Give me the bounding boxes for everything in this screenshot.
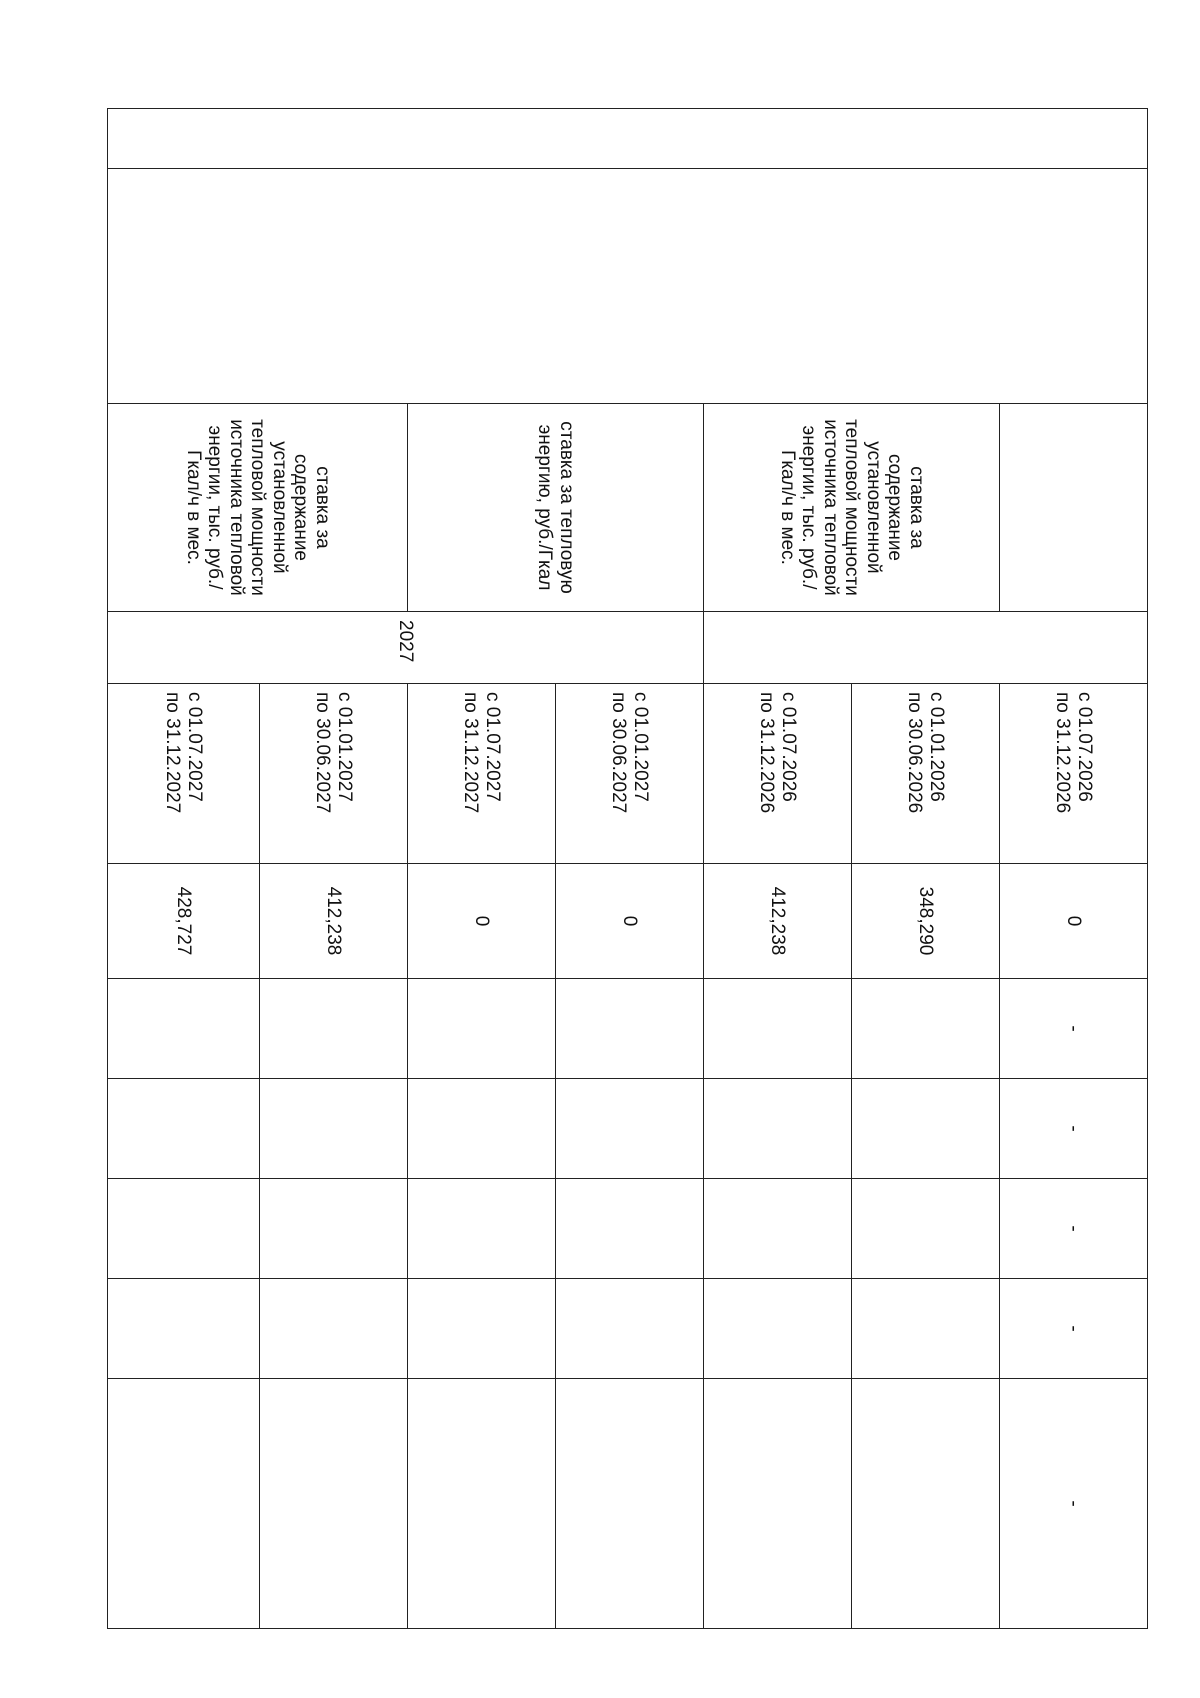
period-from: с 01.07.2026 [777, 692, 799, 802]
extra-cell [852, 1179, 1000, 1279]
extra-cell [852, 1279, 1000, 1379]
extra-cell [852, 1079, 1000, 1179]
period-cell [852, 684, 1000, 864]
extra-cell [108, 1279, 260, 1379]
rate-value-cell: 412,238 [260, 864, 408, 979]
rate-value-cell: 0 [1000, 864, 1148, 979]
tariff-table [107, 108, 1148, 1629]
rate-value-cell: 0 [408, 864, 556, 979]
extra-cell [704, 979, 852, 1079]
year-group-cell-2027: 2027 [108, 612, 704, 684]
extra-cell: - [1000, 1079, 1148, 1179]
period-from: с 01.01.2027 [629, 692, 651, 802]
extra-cell [556, 1179, 704, 1279]
rate-header-cell: ставка за содержание установленной тепловой мощности источника тепловой энергии, тыс. руб./Гкал/ч в мес. [704, 404, 1000, 612]
period-cell [408, 684, 556, 864]
period-cell [108, 684, 260, 864]
period-cell [556, 684, 704, 864]
extra-cell: - [1000, 1179, 1148, 1279]
rate-header-cell [1000, 404, 1148, 612]
extra-cell [260, 979, 408, 1079]
period-cell [260, 684, 408, 864]
period-to: по 30.06.2026 [904, 692, 926, 814]
period-to: по 31.12.2026 [1052, 692, 1074, 814]
extra-cell [260, 1379, 408, 1629]
title-cell [108, 109, 1148, 169]
extra-cell: - [1000, 1379, 1148, 1629]
extra-cell [108, 1179, 260, 1279]
extra-cell: - [1000, 1279, 1148, 1379]
period-to: по 31.12.2027 [162, 692, 184, 814]
period-from: с 01.07.2027 [183, 692, 205, 802]
extra-cell [108, 979, 260, 1079]
rate-value-cell: 412,238 [704, 864, 852, 979]
extra-cell [704, 1179, 852, 1279]
extra-cell [108, 1379, 260, 1629]
period-from: с 01.01.2027 [333, 692, 355, 802]
extra-cell [408, 1379, 556, 1629]
extra-cell [852, 1379, 1000, 1629]
extra-cell [556, 1379, 704, 1629]
rotated-tariff-sheet [108, 108, 1148, 1628]
extra-cell [260, 1079, 408, 1179]
extra-cell [556, 1079, 704, 1179]
extra-cell [556, 1279, 704, 1379]
rate-header-cell: ставка за тепловую энергию, руб./Гкал [408, 404, 704, 612]
rate-value-cell: 0 [556, 864, 704, 979]
extra-cell [704, 1079, 852, 1179]
extra-cell [556, 979, 704, 1079]
extra-cell [108, 1079, 260, 1179]
year-group-cell-2026 [704, 612, 1148, 684]
extra-cell [408, 979, 556, 1079]
extra-cell [704, 1279, 852, 1379]
extra-cell [408, 1279, 556, 1379]
extra-cell [260, 1279, 408, 1379]
period-cell [704, 684, 852, 864]
extra-cell [704, 1379, 852, 1629]
rate-value-cell: 348,290 [852, 864, 1000, 979]
extra-cell [852, 979, 1000, 1079]
rate-header-cell: ставка за содержание установленной тепловой мощности источника тепловой энергии, тыс. руб./Гкал/ч в мес. [108, 404, 408, 612]
extra-cell: - [1000, 979, 1148, 1079]
period-to: по 31.12.2027 [460, 692, 482, 814]
period-to: по 30.06.2027 [608, 692, 630, 814]
period-from: с 01.07.2027 [481, 692, 503, 802]
rate-value-cell: 428,727 [108, 864, 260, 979]
period-to: по 31.12.2026 [756, 692, 778, 814]
subtitle-cell [108, 169, 1148, 404]
period-to: по 30.06.2027 [312, 692, 334, 814]
extra-cell [408, 1179, 556, 1279]
extra-cell [408, 1079, 556, 1179]
period-from: с 01.07.2026 [1073, 692, 1095, 802]
period-cell [1000, 684, 1148, 864]
table-row [1000, 109, 1148, 1629]
extra-cell [260, 1179, 408, 1279]
period-from: с 01.01.2026 [925, 692, 947, 802]
